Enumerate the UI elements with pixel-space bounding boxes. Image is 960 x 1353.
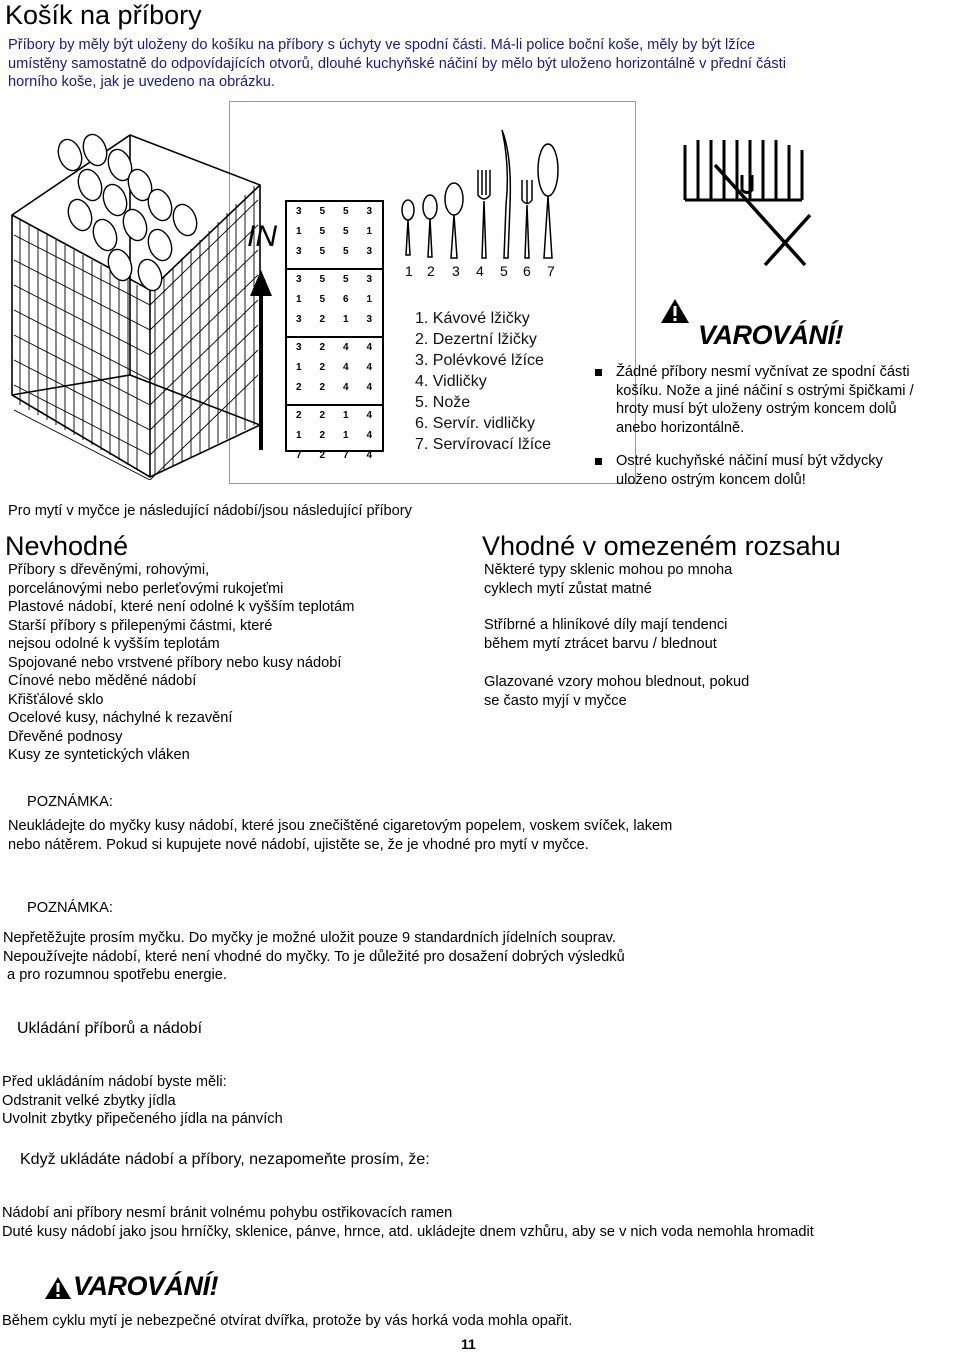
wrong-placement-illustration — [680, 125, 820, 270]
grid-cell-number: 4 — [366, 410, 373, 421]
basket-layout-grid — [285, 200, 384, 461]
note-line: Nepoužívejte nádobí, které není vhodné do myčky. To je důležité pro dosažení dobrých výsledků — [3, 948, 625, 965]
note-text — [3, 929, 625, 985]
warning-item — [595, 452, 883, 489]
note-text — [8, 817, 672, 854]
loading-line: Před ukládáním nádobí byste měli: — [2, 1074, 227, 1090]
grid-cell-number: 6 — [342, 294, 349, 305]
grid-cell-number: 1 — [295, 226, 302, 237]
grid-cell-number: 4 — [342, 342, 349, 353]
list-item: Starší příbory s přilepenými částmi, které — [8, 617, 273, 634]
grid-cell-number: 1 — [366, 226, 373, 237]
grid-cell-number: 3 — [295, 206, 302, 217]
cutlery-number-row — [405, 263, 565, 281]
paragraph-line: Stříbrné a hliníkové díly mají tendenci — [484, 617, 728, 633]
cutlery-legend-item: 1. Kávové lžičky — [415, 310, 530, 327]
warning-line: anebo horizontálně. — [616, 419, 745, 436]
grid-divider — [287, 268, 382, 270]
loading-rules — [2, 1204, 814, 1241]
grid-cell-number: 4 — [342, 362, 349, 373]
grid-cell-number: 5 — [319, 294, 326, 305]
grid-cell-number: 7 — [295, 450, 302, 461]
cutlery-legend-item: 5. Nože — [415, 394, 471, 411]
grid-cell-number: 3 — [295, 246, 302, 257]
warning-title: VAROVÁNÍ! — [73, 1271, 219, 1301]
grid-cell-number: 3 — [366, 246, 373, 257]
note-line: nebo nátěrem. Pokud si kupujete nové nádobí, ujistěte se, že je vhodné pro mytí v myčce. — [8, 836, 589, 853]
limited-heading: Vhodné v omezeném rozsahu — [482, 531, 841, 561]
in-label: IN — [247, 220, 277, 253]
grid-cell-number: 7 — [342, 450, 349, 461]
loading-before — [2, 1073, 283, 1129]
grid-cell-number: 4 — [366, 342, 373, 353]
page-number: 11 — [461, 1336, 476, 1352]
grid-cell-number: 1 — [342, 410, 349, 421]
grid-divider — [287, 404, 382, 406]
list-item: Plastové nádobí, které není odolné k vyšším teplotám — [8, 599, 355, 615]
grid-cell-number: 3 — [295, 274, 302, 285]
warning-title: VAROVÁNÍ! — [698, 320, 844, 350]
bullet-icon — [595, 369, 602, 376]
warning-line: hroty musí být uloženy ostrým koncem dolů — [616, 401, 897, 417]
suitability-intro: Pro mytí v myčce je následující nádobí/jsou následující příbory — [8, 503, 412, 519]
warning-text: Během cyklu mytí je nebezpečné otvírat dvířka, protože by vás horká voda mohla opařit. — [2, 1313, 573, 1329]
unsuitable-heading: Nevhodné — [5, 531, 129, 561]
cutlery-legend-item: 7. Servírovací lžíce — [415, 436, 552, 453]
grid-cell-number: 4 — [366, 362, 373, 373]
note-line: a pro rozumnou spotřebu energie. — [3, 967, 227, 983]
note-line: Neukládejte do myčky kusy nádobí, které jsou znečištěné cigaretovým popelem, voskem svíček, lakem — [8, 818, 673, 834]
grid-cell-number: 1 — [295, 430, 302, 441]
unsuitable-list — [8, 561, 354, 765]
grid-cell-number: 4 — [366, 450, 373, 461]
grid-cell-number: 2 — [295, 382, 302, 393]
paragraph-line: Glazované vzory mohou blednout, pokud — [484, 674, 750, 690]
cutlery-number: 5 — [500, 263, 508, 279]
loading-rule: Duté kusy nádobí jako jsou hrníčky, sklenice, pánve, hrnce, atd. ukládejte dnem vzhůru, aby se v nich voda nemohla hromadit — [2, 1223, 814, 1240]
list-item: porcelánovými nebo perleťovými rukojeťmi — [8, 580, 284, 597]
grid-cell-number: 1 — [295, 362, 302, 373]
cutlery-number: 1 — [405, 263, 413, 279]
note-label: POZNÁMKA: — [27, 794, 113, 810]
list-item: nejsou odolné k vyšším teplotám — [8, 636, 220, 652]
grid-cell-number: 5 — [342, 246, 349, 257]
cutlery-number: 7 — [547, 263, 555, 279]
note-line: Nepřetěžujte prosím myčku. Do myčky je možné uložit pouze 9 standardních jídelních souprav. — [3, 930, 616, 946]
grid-cell-number: 5 — [342, 206, 349, 217]
intro-line: horního koše, jak je uvedeno na obrázku. — [8, 74, 275, 90]
grid-cell-number: 3 — [366, 274, 373, 285]
grid-cell-number: 1 — [295, 294, 302, 305]
list-item: Dřevěné podnosy — [8, 728, 123, 745]
paragraph-line: během mytí ztrácet barvu / blednout — [484, 635, 717, 652]
list-item: Cínové nebo měděné nádobí — [8, 673, 197, 689]
loading-reminder: Když ukládáte nádobí a příbory, nezapomeňte prosím, že: — [20, 1151, 430, 1168]
grid-divider — [287, 336, 382, 338]
list-item: Spojované nebo vrstvené příbory nebo kusy nádobí — [8, 654, 342, 671]
intro-text — [8, 36, 786, 92]
grid-cell-number: 4 — [366, 430, 373, 441]
limited-paragraph — [484, 616, 727, 653]
page-title: Košík na příbory — [5, 0, 202, 30]
loading-rule: Nádobí ani příbory nesmí bránit volnému pohybu ostřikovacích ramen — [2, 1205, 453, 1221]
limited-paragraph — [484, 673, 749, 710]
bullet-icon — [595, 458, 602, 465]
grid-cell-number: 2 — [319, 430, 326, 441]
grid-cell-number: 3 — [366, 206, 373, 217]
loading-heading: Ukládání příborů a nádobí — [17, 1020, 203, 1037]
warning-line: košíku. Nože a jiné náčiní s ostrými špičkami / — [616, 382, 914, 399]
warning-triangle-icon — [44, 1276, 72, 1300]
grid-cell-number: 3 — [295, 342, 302, 353]
grid-cell-number: 2 — [319, 362, 326, 373]
warning-triangle-icon — [660, 298, 690, 324]
grid-cell-number: 4 — [366, 382, 373, 393]
cutlery-legend-item: 6. Servír. vidličky — [415, 415, 536, 432]
grid-cell-number: 5 — [342, 226, 349, 237]
grid-cell-number: 5 — [319, 246, 326, 257]
loading-line: Odstranit velké zbytky jídla — [2, 1092, 176, 1109]
cutlery-number: 4 — [476, 263, 484, 279]
intro-line: Příbory by měly být uloženy do košíku na příbory s úchyty ve spodní části. Má-li police boční koše, měly by být lžíce — [8, 37, 756, 53]
grid-cell-number: 2 — [319, 450, 326, 461]
grid-cell-number: 2 — [295, 410, 302, 421]
paragraph-line: cyklech mytí zůstat matné — [484, 580, 652, 597]
cutlery-drawings — [398, 125, 568, 265]
paragraph-line: se často myjí v myčce — [484, 692, 627, 709]
limited-paragraph — [484, 561, 732, 598]
list-item: Ocelové kusy, náchylné k rezavění — [8, 710, 233, 726]
grid-cell-number: 2 — [319, 410, 326, 421]
cutlery-legend — [415, 308, 551, 455]
grid-cell-number: 3 — [295, 314, 302, 325]
grid-cell-number: 5 — [319, 274, 326, 285]
loading-line: Uvolnit zbytky připečeného jídla na pánvích — [2, 1111, 283, 1127]
grid-cell-number: 5 — [319, 226, 326, 237]
grid-cell-number: 3 — [366, 314, 373, 325]
grid-cell-number: 5 — [342, 274, 349, 285]
list-item: Kusy ze syntetických vláken — [8, 747, 190, 763]
warning-item — [595, 363, 914, 437]
grid-cell-number: 5 — [319, 206, 326, 217]
grid-cell-number: 2 — [319, 382, 326, 393]
cutlery-number: 6 — [523, 263, 531, 279]
intro-line: umístěny samostatně do odpovídajících otvorů, dlouhé kuchyňské náčiní by mělo být uloženo horizontálně v přední části — [8, 55, 786, 72]
warning-line: Ostré kuchyňské náčiní musí být vždycky — [616, 453, 883, 469]
list-item: Příbory s dřevěnými, rohovými, — [8, 562, 210, 578]
insertion-arrow-icon — [246, 268, 276, 453]
grid-cell-number: 1 — [342, 430, 349, 441]
list-item: Křišťálové sklo — [8, 691, 104, 708]
grid-cell-number: 2 — [319, 342, 326, 353]
grid-cell-number: 1 — [342, 314, 349, 325]
paragraph-line: Některé typy sklenic mohou po mnoha — [484, 562, 733, 578]
grid-cell-number: 4 — [342, 382, 349, 393]
cutlery-legend-item: 3. Polévkové lžíce — [415, 352, 544, 369]
cutlery-legend-item: 4. Vidličky — [415, 373, 487, 390]
warning-line: uloženo ostrým koncem dolů! — [616, 471, 806, 488]
note-label: POZNÁMKA: — [27, 900, 113, 916]
cutlery-number: 2 — [427, 263, 435, 279]
grid-cell-number: 1 — [366, 294, 373, 305]
grid-cell-number: 2 — [319, 314, 326, 325]
cutlery-number: 3 — [452, 263, 460, 279]
cutlery-legend-item: 2. Dezertní lžičky — [415, 331, 537, 348]
warning-line: Žádné příbory nesmí vyčnívat ze spodní části — [616, 364, 910, 380]
